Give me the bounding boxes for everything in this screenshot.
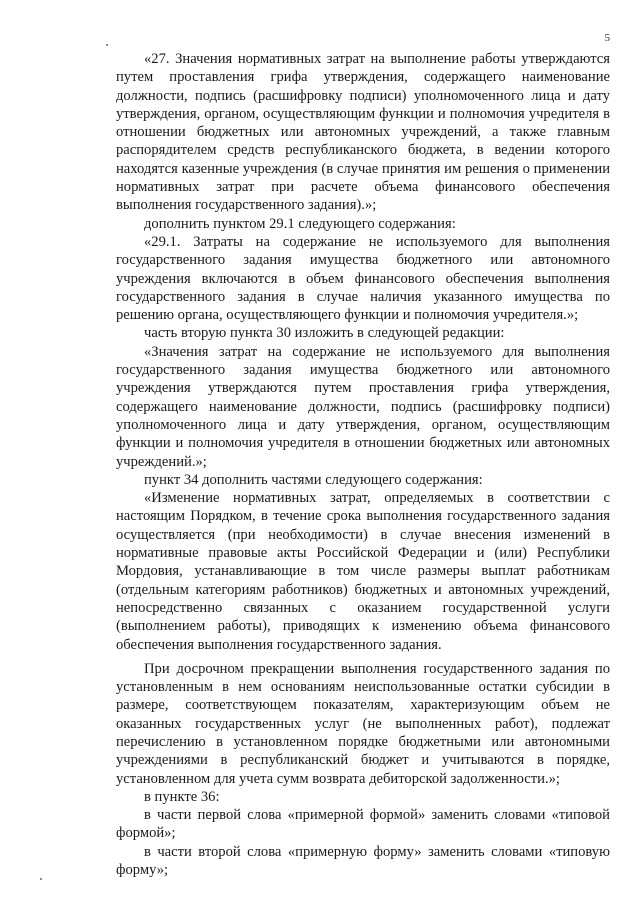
paragraph-item-34-termination: При досрочном прекращении выполнения государственного задания по установленным в нем основаниям неиспользованные остатки субсидии в размере, соответствующем показателям, характеризующим объем не оказанных государственных услуг (не выполненных работ), подлежат перечислению в установленном порядке бюджетными или автономными учреждениями в республиканский бюджет и учитываются в порядке, установленном для учета сумм возврата дебиторской задолженности.»; — [116, 660, 610, 787]
paragraph-item-29-1: «29.1. Затраты на содержание не используемого для выполнения государственного задания имущества бюджетного или автономного учреждения включаются в объем финансового обеспечения выполнения государственного задания в случае наличия указанного имущества по решению органа, осуществляющего функции и полномочия учредителя.»; — [116, 233, 610, 324]
paragraph-amend-30: часть вторую пункта 30 изложить в следующей редакции: — [144, 325, 505, 342]
paragraph-amend-36-part1: в части первой слова «примерной формой» заменить словами «типовой формой»; — [116, 807, 610, 842]
paragraph-amend-36: в пункте 36: — [144, 788, 220, 805]
paragraph-item-27: «27. Значения нормативных затрат на выполнение работы утверждаются путем проставления грифа утверждения, содержащего наименование должности, подпись (расшифровку подписи) уполномоченного лица и дату утверждения, органом, осуществляющим функции и полномочия учредителя в отношении бюджетных или автономных учреждений, а также главным распорядителем средств республиканского бюджета, в ведении которого находятся казенные учреждения (в случае принятия им решения о применении нормативных затрат при расчете объема финансового обеспечения выполнения государственного задания).»; — [116, 51, 610, 214]
scan-speck — [40, 878, 42, 880]
paragraph-item-30: «Значения затрат на содержание не используемого для выполнения государственного задания имущества бюджетного или автономного учреждения утверждаются путем проставления грифа утверждения, содержащего наименование должности, подпись (расшифровку подписи) уполномоченного лица и дату утверждения, органом, осуществляющим функции и полномочия учредителя в отношении бюджетных или автономных учреждений.»; — [116, 343, 610, 470]
paragraph-amend-34: пункт 34 дополнить частями следующего содержания: — [144, 471, 483, 488]
scan-speck — [106, 44, 108, 46]
paragraph-item-34-change: «Изменение нормативных затрат, определяемых в соответствии с настоящим Порядком, в течение срока выполнения государственного задания осуществляется (при необходимости) в случае внесения изменений в нормативные правовые акты Российской Федерации и (или) Республики Мордовия, устанавливающие в том числе размеры выплат работникам (отдельным категориям работников) бюджетных и автономных учреждений, непосредственно связанных с оказанием государственной услуги (выполнением работы), приводящих к изменению объема финансового обеспечения выполнения государственного задания. — [116, 490, 610, 653]
paragraph-amend-36-part2: в части второй слова «примерную форму» заменить словами «типовую форму»; — [116, 843, 610, 879]
page-number: 5 — [604, 32, 610, 44]
document-body — [116, 50, 610, 879]
paragraph-amend-29-1: дополнить пунктом 29.1 следующего содержания: — [144, 215, 456, 232]
